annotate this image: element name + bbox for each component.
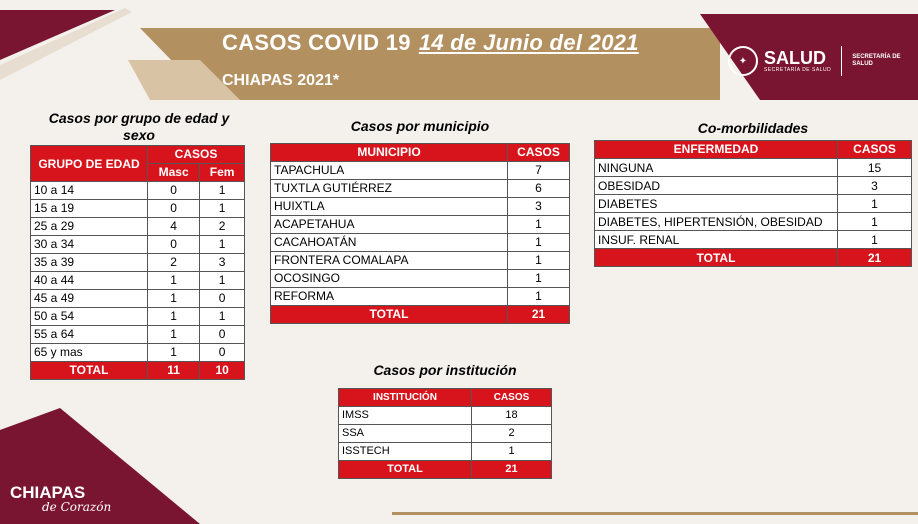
name-cell: NINGUNA <box>595 159 838 177</box>
table-row <box>31 200 245 218</box>
name-cell: INSUF. RENAL <box>595 231 838 249</box>
table-row <box>339 407 552 425</box>
table-row <box>595 159 912 177</box>
comorb-table-caption: Co-morbilidades <box>697 120 809 136</box>
fem-cell: 1 <box>200 236 245 254</box>
cases-cell: 1 <box>508 288 570 306</box>
table-row <box>595 231 912 249</box>
masc-cell: 1 <box>148 290 200 308</box>
table-row <box>271 270 570 288</box>
cases-cell: 1 <box>508 234 570 252</box>
total-fem: 10 <box>200 362 245 380</box>
report-date: 14 de Junio del 2021 <box>418 30 639 55</box>
fem-cell: 2 <box>200 218 245 236</box>
masc-cell: 4 <box>148 218 200 236</box>
age-group-cell: 35 a 39 <box>31 254 148 272</box>
institucion-cases-header: CASOS <box>472 389 552 407</box>
name-cell: CACAHOATÁN <box>271 234 508 252</box>
age-group-cell: 65 y mas <box>31 344 148 362</box>
total-cases: 21 <box>838 249 912 267</box>
masc-cell: 1 <box>148 272 200 290</box>
age-group-cell: 40 a 44 <box>31 272 148 290</box>
table-row <box>271 288 570 306</box>
age-group-header: GRUPO DE EDAD <box>31 146 148 182</box>
table-row <box>271 216 570 234</box>
fem-cell: 0 <box>200 344 245 362</box>
masc-cell: 0 <box>148 182 200 200</box>
age-table-caption: Casos por grupo de edad y sexo <box>48 110 230 143</box>
masc-cell: 1 <box>148 344 200 362</box>
footer-gold-line <box>392 512 918 515</box>
institucion-header: INSTITUCIÓN <box>339 389 472 407</box>
footer-tagline: de Corazón <box>42 500 112 514</box>
name-cell: ISSTECH <box>339 443 472 461</box>
table-row <box>31 344 245 362</box>
name-cell: TAPACHULA <box>271 162 508 180</box>
name-cell: TUXTLA GUTIÉRREZ <box>271 180 508 198</box>
name-cell: ACAPETAHUA <box>271 216 508 234</box>
name-cell: HUIXTLA <box>271 198 508 216</box>
total-row <box>271 306 570 324</box>
salud-logo-text: SALUD <box>764 48 826 68</box>
masc-header: Masc <box>148 164 200 182</box>
footer-brand: CHIAPAS <box>10 483 86 502</box>
eagle-emblem-icon: ✦ <box>728 46 758 76</box>
age-group-cell: 15 a 19 <box>31 200 148 218</box>
age-cases-header: CASOS <box>148 146 245 164</box>
table-row <box>339 425 552 443</box>
municipio-table <box>270 143 570 324</box>
fem-cell: 0 <box>200 326 245 344</box>
cases-cell: 18 <box>472 407 552 425</box>
cases-cell: 1 <box>472 443 552 461</box>
cases-cell: 3 <box>838 177 912 195</box>
report-subtitle: CHIAPAS 2021* <box>222 72 340 89</box>
cases-cell: 1 <box>838 195 912 213</box>
total-cases: 21 <box>508 306 570 324</box>
name-cell: IMSS <box>339 407 472 425</box>
table-row <box>271 252 570 270</box>
comorb-table <box>594 140 912 267</box>
name-cell: DIABETES <box>595 195 838 213</box>
age-group-cell: 30 a 34 <box>31 236 148 254</box>
cases-cell: 6 <box>508 180 570 198</box>
masc-cell: 1 <box>148 326 200 344</box>
age-group-cell: 25 a 29 <box>31 218 148 236</box>
name-cell: OBESIDAD <box>595 177 838 195</box>
report-title <box>222 30 639 56</box>
age-table <box>30 145 245 380</box>
table-row <box>31 254 245 272</box>
table-row <box>31 326 245 344</box>
secretaria-logo: SECRETARÍA DE SALUD <box>852 53 901 67</box>
table-row <box>595 213 912 231</box>
total-label: TOTAL <box>271 306 508 324</box>
cases-cell: 1 <box>508 270 570 288</box>
table-row <box>595 177 912 195</box>
name-cell: SSA <box>339 425 472 443</box>
comorb-cases-header: CASOS <box>838 141 912 159</box>
title-text: CASOS COVID 19 <box>222 30 411 55</box>
cases-cell: 2 <box>472 425 552 443</box>
masc-cell: 0 <box>148 200 200 218</box>
fem-cell: 1 <box>200 182 245 200</box>
salud-logo-subtext: SECRETARÍA DE SALUD <box>764 67 832 73</box>
table-row <box>31 236 245 254</box>
table-row <box>595 195 912 213</box>
age-group-cell: 50 a 54 <box>31 308 148 326</box>
total-label: TOTAL <box>339 461 472 479</box>
table-row <box>339 443 552 461</box>
table-row <box>31 218 245 236</box>
total-row <box>339 461 552 479</box>
cases-cell: 3 <box>508 198 570 216</box>
fem-cell: 1 <box>200 272 245 290</box>
total-row <box>31 362 245 380</box>
cases-cell: 1 <box>508 216 570 234</box>
fem-cell: 1 <box>200 200 245 218</box>
masc-cell: 0 <box>148 236 200 254</box>
table-row <box>31 308 245 326</box>
municipio-table-caption: Casos por municipio <box>350 118 490 134</box>
fem-cell: 3 <box>200 254 245 272</box>
total-label: TOTAL <box>31 362 148 380</box>
fem-cell: 0 <box>200 290 245 308</box>
institucion-table-caption: Casos por institución <box>373 362 517 378</box>
age-group-cell: 10 a 14 <box>31 182 148 200</box>
cases-cell: 1 <box>838 231 912 249</box>
masc-cell: 1 <box>148 308 200 326</box>
fem-cell: 1 <box>200 308 245 326</box>
cases-cell: 15 <box>838 159 912 177</box>
total-cases: 21 <box>472 461 552 479</box>
age-group-cell: 55 a 64 <box>31 326 148 344</box>
table-row <box>271 180 570 198</box>
fem-header: Fem <box>200 164 245 182</box>
cases-cell: 1 <box>838 213 912 231</box>
enfermedad-header: ENFERMEDAD <box>595 141 838 159</box>
table-row <box>31 272 245 290</box>
masc-cell: 2 <box>148 254 200 272</box>
municipio-cases-header: CASOS <box>508 144 570 162</box>
table-row <box>271 198 570 216</box>
name-cell: REFORMA <box>271 288 508 306</box>
cases-cell: 7 <box>508 162 570 180</box>
logo-divider <box>841 46 842 76</box>
table-row <box>31 290 245 308</box>
municipio-header: MUNICIPIO <box>271 144 508 162</box>
age-group-cell: 45 a 49 <box>31 290 148 308</box>
name-cell: DIABETES, HIPERTENSIÓN, OBESIDAD <box>595 213 838 231</box>
salud-logo <box>728 34 918 88</box>
table-row <box>271 234 570 252</box>
total-label: TOTAL <box>595 249 838 267</box>
total-masc: 11 <box>148 362 200 380</box>
table-row <box>31 182 245 200</box>
table-row <box>271 162 570 180</box>
name-cell: OCOSINGO <box>271 270 508 288</box>
name-cell: FRONTERA COMALAPA <box>271 252 508 270</box>
cases-cell: 1 <box>508 252 570 270</box>
total-row <box>595 249 912 267</box>
institucion-table <box>338 388 552 479</box>
